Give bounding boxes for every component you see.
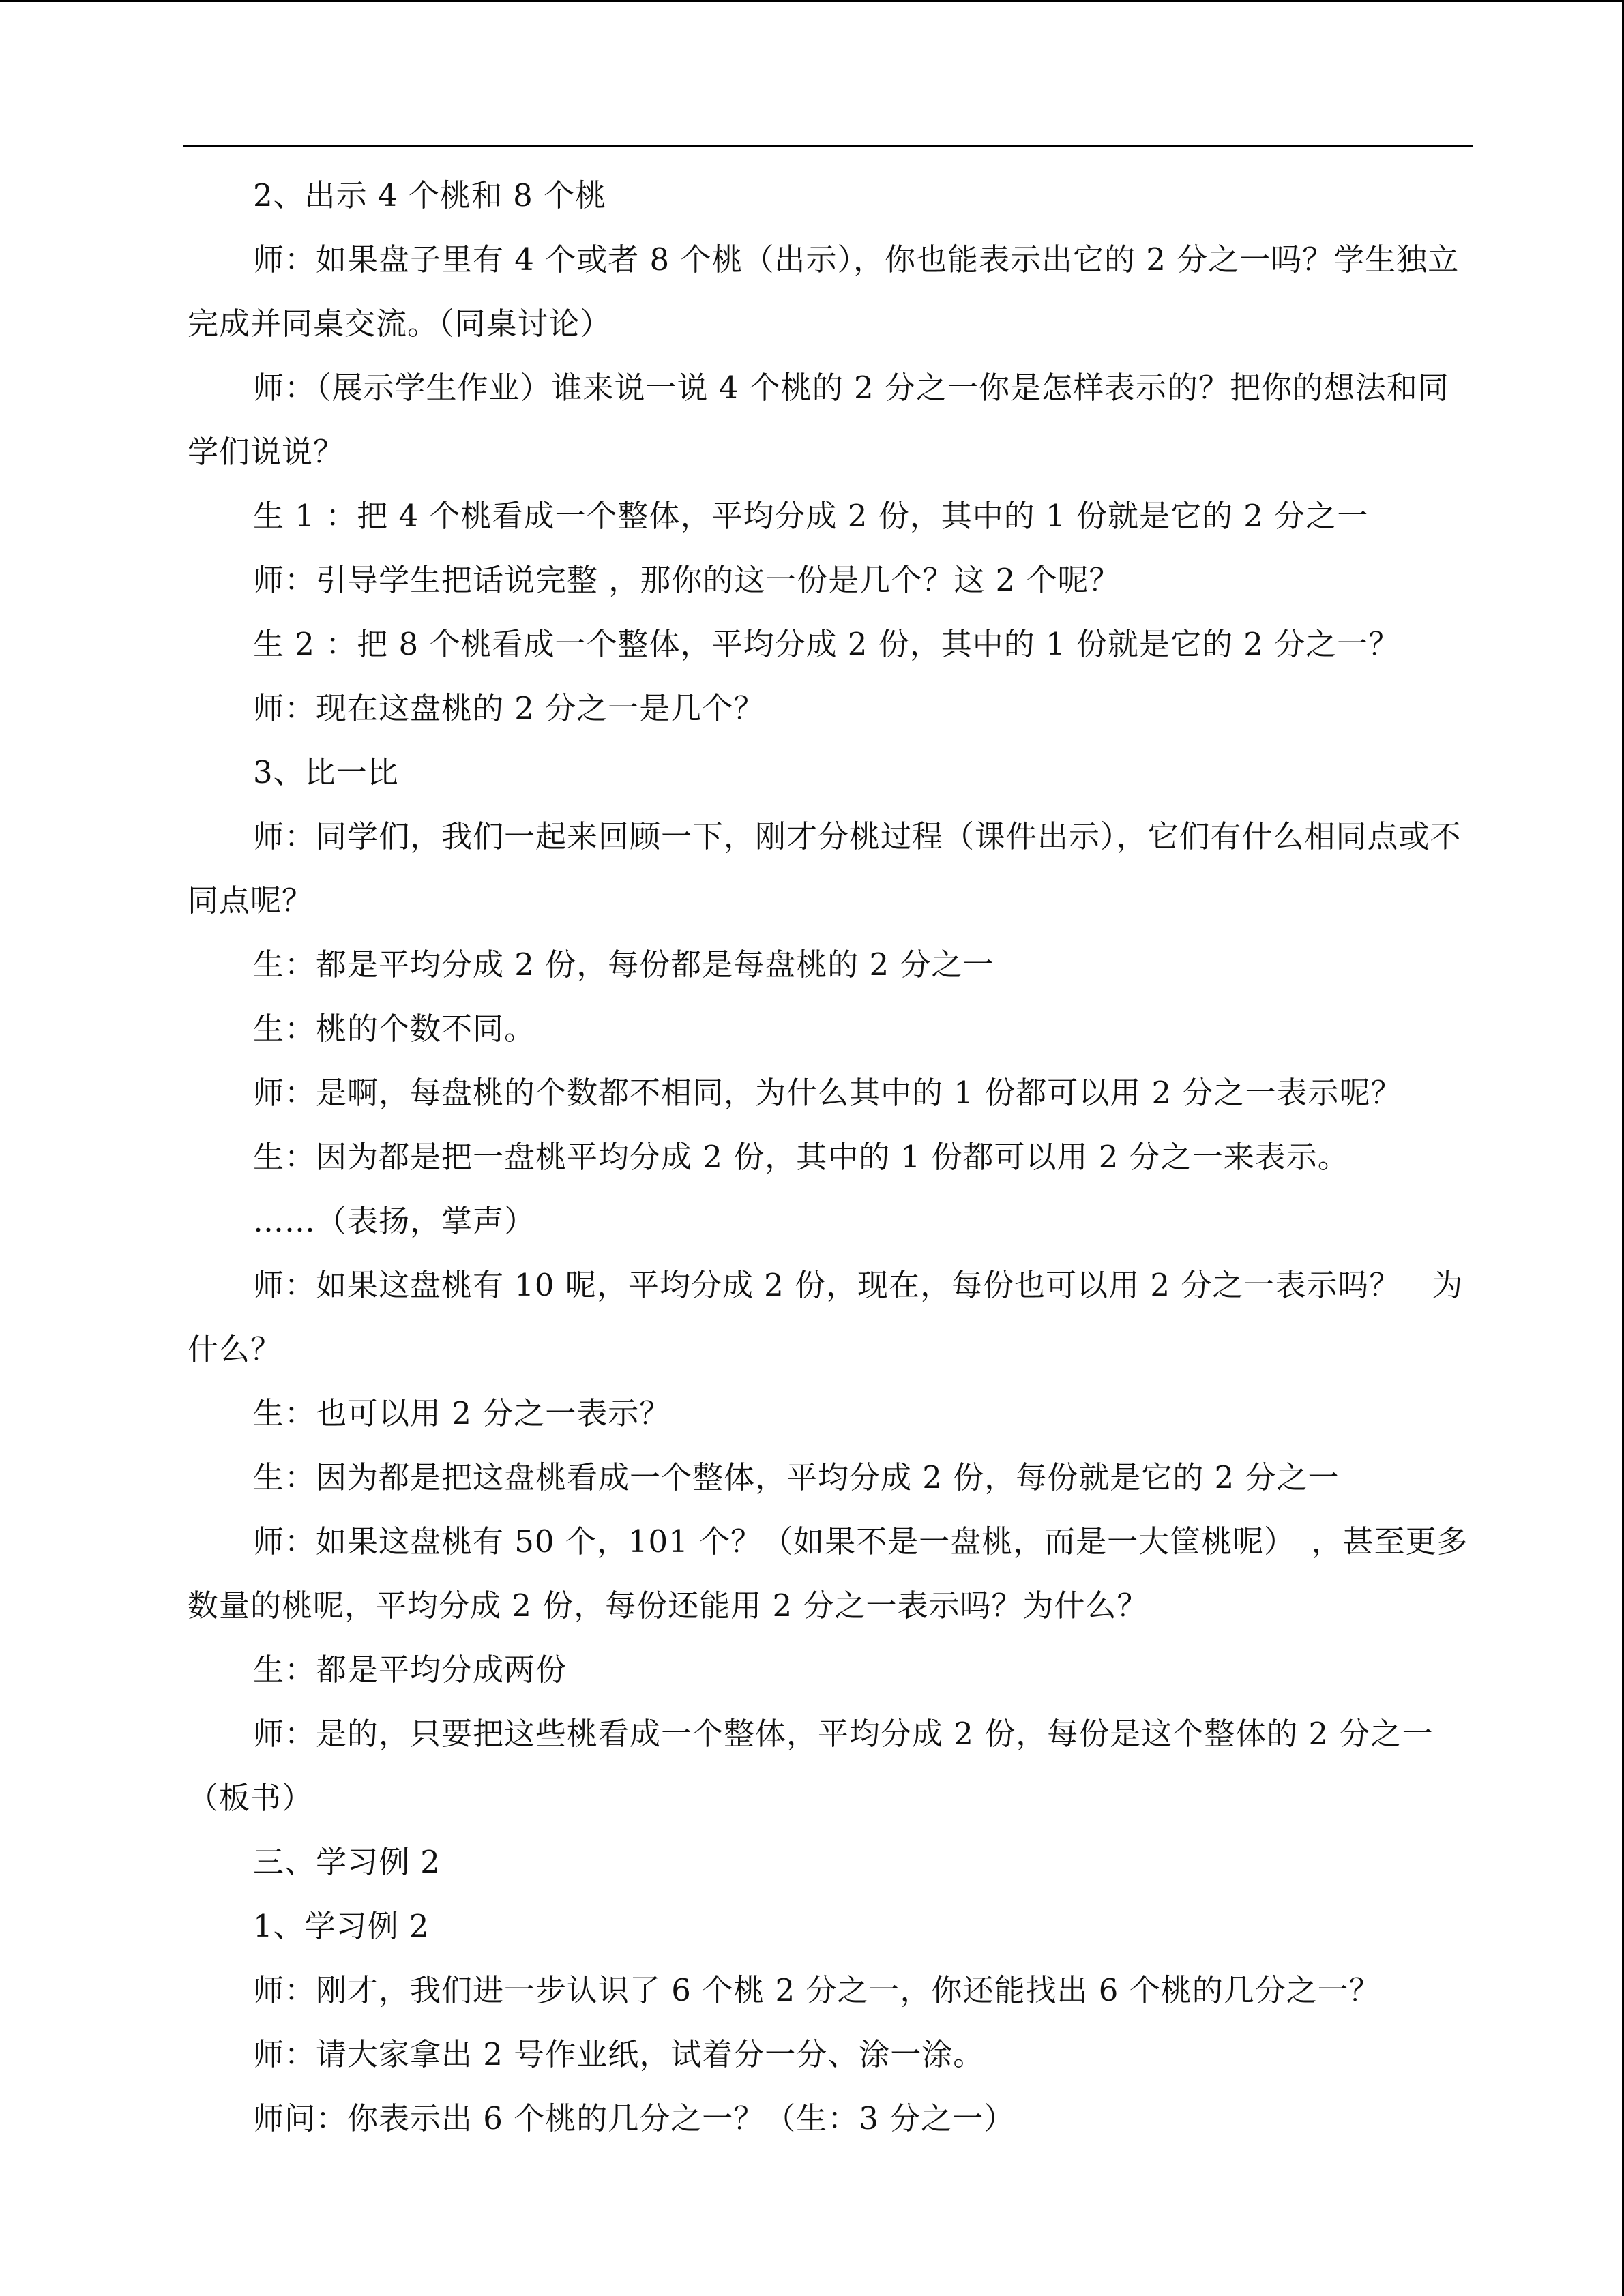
paragraph: 师：是的，只要把这些桃看成一个整体，平均分成 2 份，每份是这个整体的 2 分之一（板书） [188,1716,1434,1816]
paragraph: 师：如果这盘桃有 10 呢，平均分成 2 份，现在，每份也可以用 2 分之一表示吗？ 为什么？ [188,1267,1464,1367]
paragraph: 师：现在这盘桃的 2 分之一是几个？ [253,690,765,726]
paragraph: 生：都是平均分成 2 份，每份都是每盘桃的 2 分之一 [253,946,994,983]
paragraph: 师：引导学生把话说完整 ，那你的这一份是几个？这 2 个呢？ [253,562,1121,598]
paragraph: 生 2 ：把 8 个桃看成一个整体，平均分成 2 份，其中的 1 份就是它的 2 分之一？ [253,626,1400,662]
paragraph: 生：因为都是把一盘桃平均分成 2 份，其中的 1 份都可以用 2 分之一来表示。 [253,1139,1349,1175]
paragraph: 师：如果这盘桃有 50 个，101 个？（如果不是一盘桃，而是一大筐桃呢） ，甚至更多数量的桃呢，平均分成 2 份，每份还能用 2 分之一表示吗？为什么？ [188,1523,1468,1624]
paragraph: 师：是啊，每盘桃的个数都不相同，为什么其中的 1 份都可以用 2 分之一表示呢？ [253,1075,1402,1111]
section-heading: 三、学习例 2 [253,1844,441,1880]
paragraph: ……（表扬，掌声） [253,1203,536,1239]
document-body [188,164,1470,2151]
paragraph: 师：刚才，我们进一步认识了 6 个桃 2 分之一，你还能找出 6 个桃的几分之一？ [253,1972,1381,2008]
paragraph: 生：也可以用 2 分之一表示？ [253,1395,671,1431]
paragraph: 生：都是平均分成两份 [253,1652,567,1688]
paragraph: 师：请大家拿出 2 号作业纸，试着分一分、涂一涂。 [253,2036,985,2072]
paragraph: 师问：你表示出 6 个桃的几分之一？（生：3 分之一） [253,2100,1016,2136]
paragraph: 师：同学们，我们一起来回顾一下，刚才分桃过程（课件出示），它们有什么相同点或不同点呢？ [188,818,1462,919]
paragraph: 生：桃的个数不同。 [253,1011,536,1047]
header-rule [183,145,1473,147]
paragraph: 生 1 ：把 4 个桃看成一个整体，平均分成 2 份，其中的 1 份就是它的 2 分之一 [253,498,1369,534]
paragraph: 生：因为都是把这盘桃看成一个整体，平均分成 2 份，每份就是它的 2 分之一 [253,1459,1340,1495]
section-heading: 1、学习例 2 [253,1908,430,1944]
paragraph: 2、出示 4 个桃和 8 个桃 [253,177,607,213]
section-heading: 3、比一比 [253,754,399,790]
paragraph: 师：如果盘子里有 4 个或者 8 个桃（出示），你也能表示出它的 2 分之一吗？学生独立完成并同桌交流。（同桌讨论） [188,241,1460,342]
paragraph: 师：（展示学生作业）谁来说一说 4 个桃的 2 分之一你是怎样表示的？把你的想法和同学们说说？ [188,370,1449,470]
